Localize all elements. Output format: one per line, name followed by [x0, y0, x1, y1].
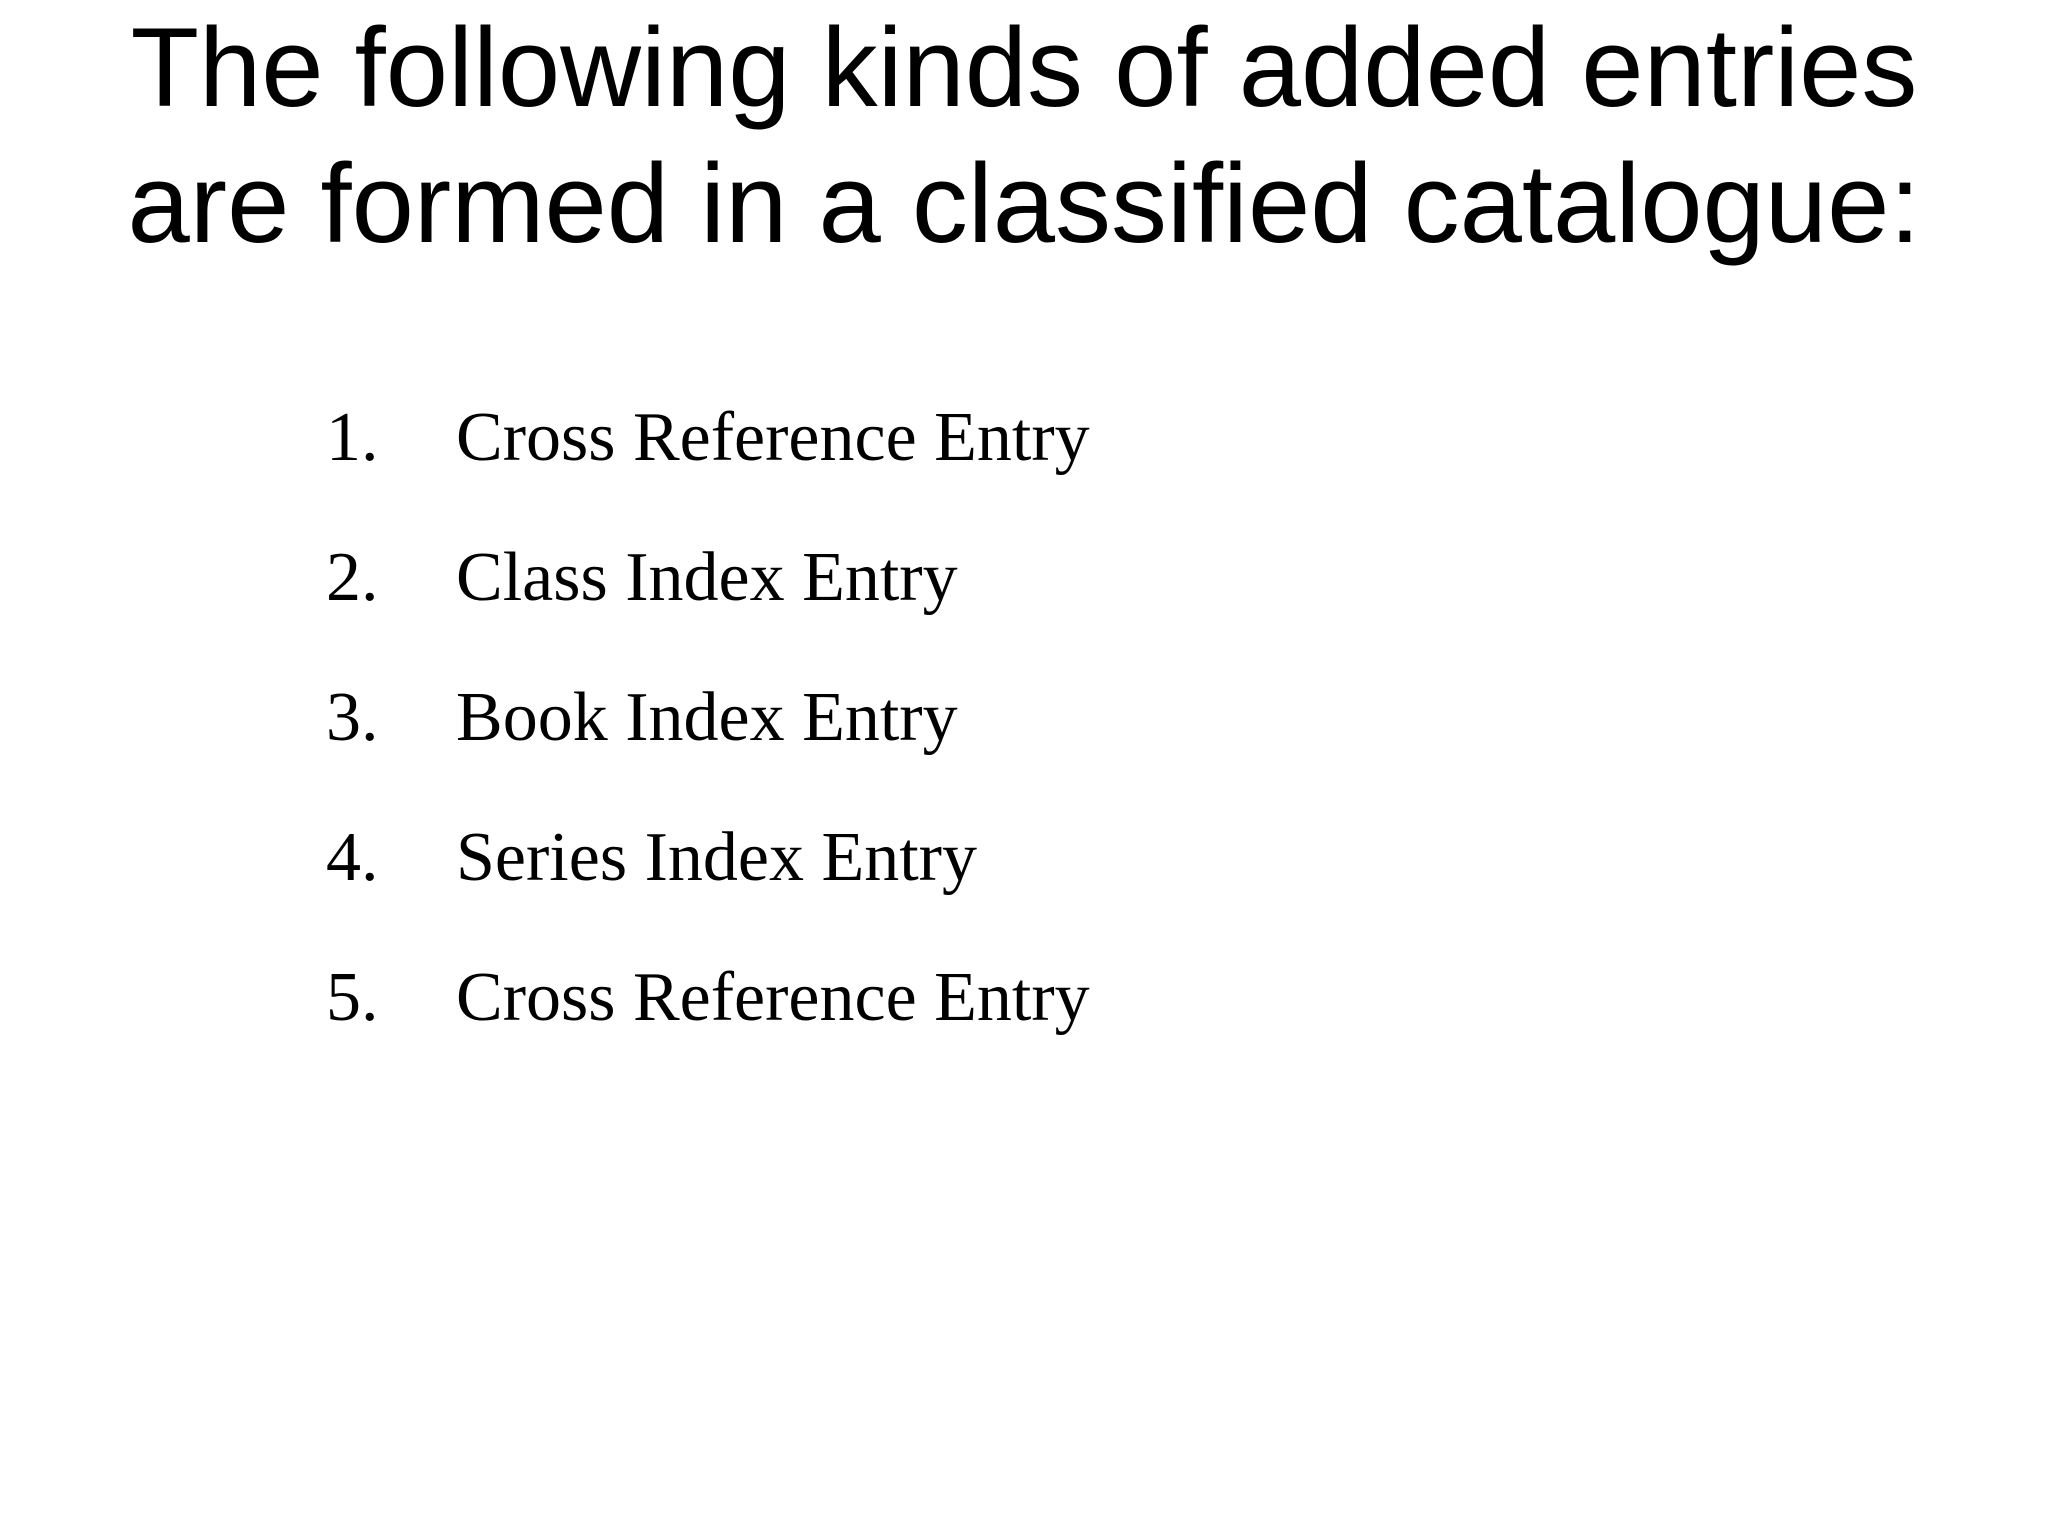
- slide-title: The following kinds of added entries are formed in a classified catalogue:: [127, 5, 1921, 266]
- list-item-label: Cross Reference Entry: [456, 959, 1090, 1036]
- list-item-number: 4.: [326, 819, 379, 896]
- list-item-number: 1.: [326, 399, 379, 476]
- list-item: [326, 956, 1090, 1040]
- list-item-label: Cross Reference Entry: [456, 399, 1090, 476]
- list-item-label: Book Index Entry: [456, 679, 958, 756]
- list-item-label: Series Index Entry: [456, 819, 977, 896]
- list-item: [326, 536, 1090, 620]
- list-item-number: 5.: [326, 959, 379, 1036]
- list-item: [326, 816, 1090, 900]
- list-item-number: 2.: [326, 539, 379, 616]
- list-item: [326, 676, 1090, 760]
- list-item-number: 3.: [326, 679, 379, 756]
- entry-list: [326, 396, 1090, 1096]
- list-item-label: Class Index Entry: [456, 539, 958, 616]
- list-item: [326, 396, 1090, 480]
